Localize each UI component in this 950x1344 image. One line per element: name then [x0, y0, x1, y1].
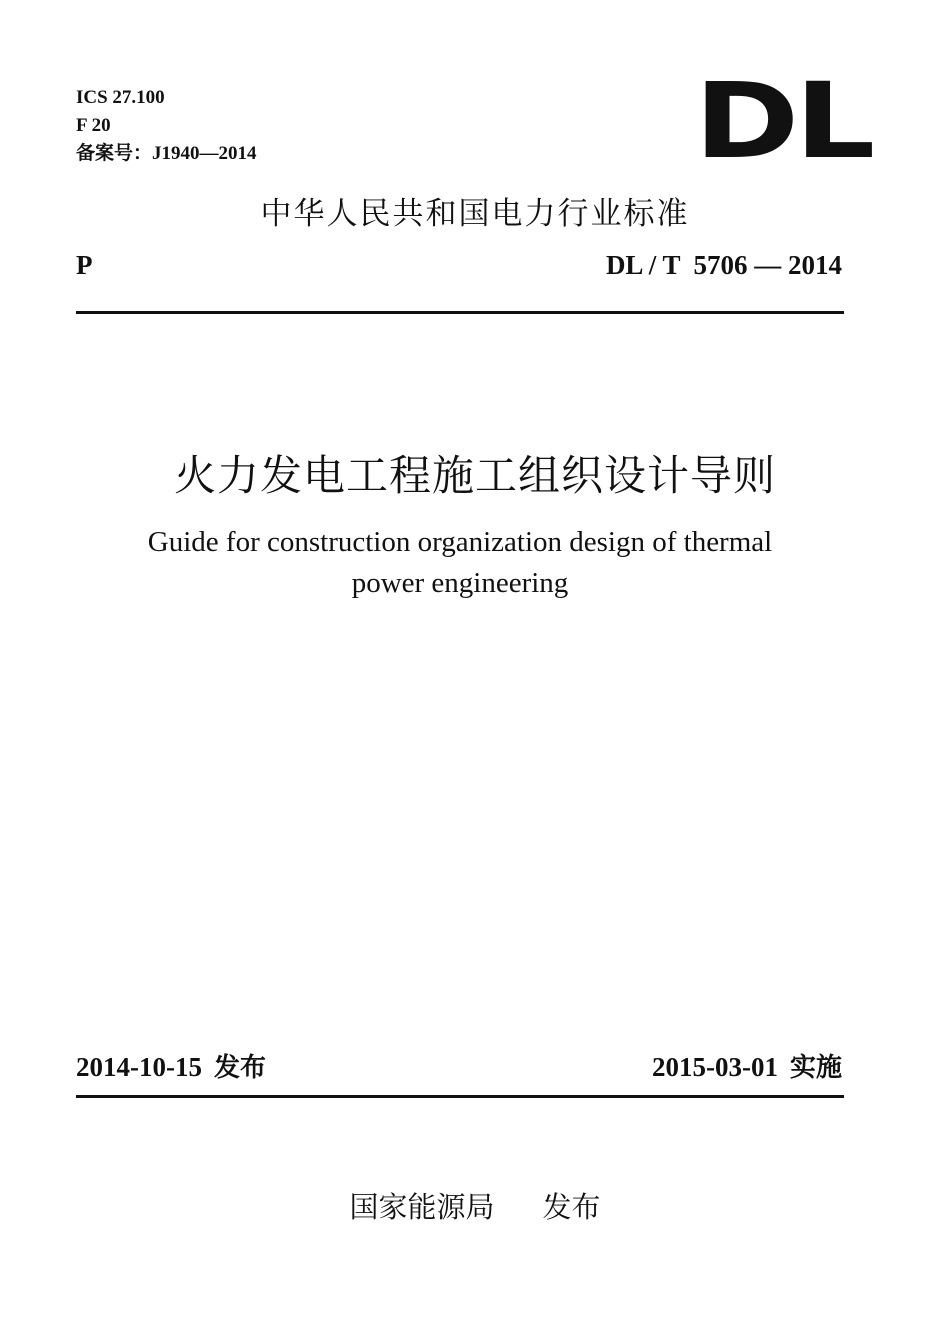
standard-category: P [76, 250, 93, 280]
effective-label: 实施 [789, 1053, 842, 1083]
effective-date: 2015-03-01 [652, 1052, 778, 1082]
standard-code: DL / T 5706 — 2014 [605, 250, 842, 280]
publisher-name: 国家能源局 [349, 1190, 495, 1224]
document-title-en-line1: Guide for construction organization design of thermal [147, 526, 773, 558]
issue-label: 发布 [213, 1053, 266, 1083]
publisher-line [0, 1185, 950, 1226]
dl-logo: DL [694, 60, 871, 182]
document-title-en [110, 522, 810, 604]
standard-code-row [76, 250, 842, 281]
document-title-en-line2: power engineering [351, 567, 569, 599]
publisher-action: 发布 [542, 1190, 601, 1224]
issue-date: 2014-10-15 [76, 1052, 202, 1082]
record-number: 备案号：J1940—2014 [76, 143, 257, 164]
document-title-cn: 火力发电工程施工组织设计导则 [173, 451, 776, 500]
classification-code: F 20 [76, 115, 111, 136]
standard-title: 中华人民共和国电力行业标准 [260, 196, 690, 232]
bottom-divider [76, 1095, 844, 1098]
effective-date-block [652, 1047, 842, 1084]
ics-code: ICS 27.100 [76, 87, 165, 108]
top-divider [76, 311, 844, 314]
date-row [76, 1047, 842, 1084]
issue-date-block [76, 1047, 266, 1084]
metadata-block [76, 84, 257, 168]
